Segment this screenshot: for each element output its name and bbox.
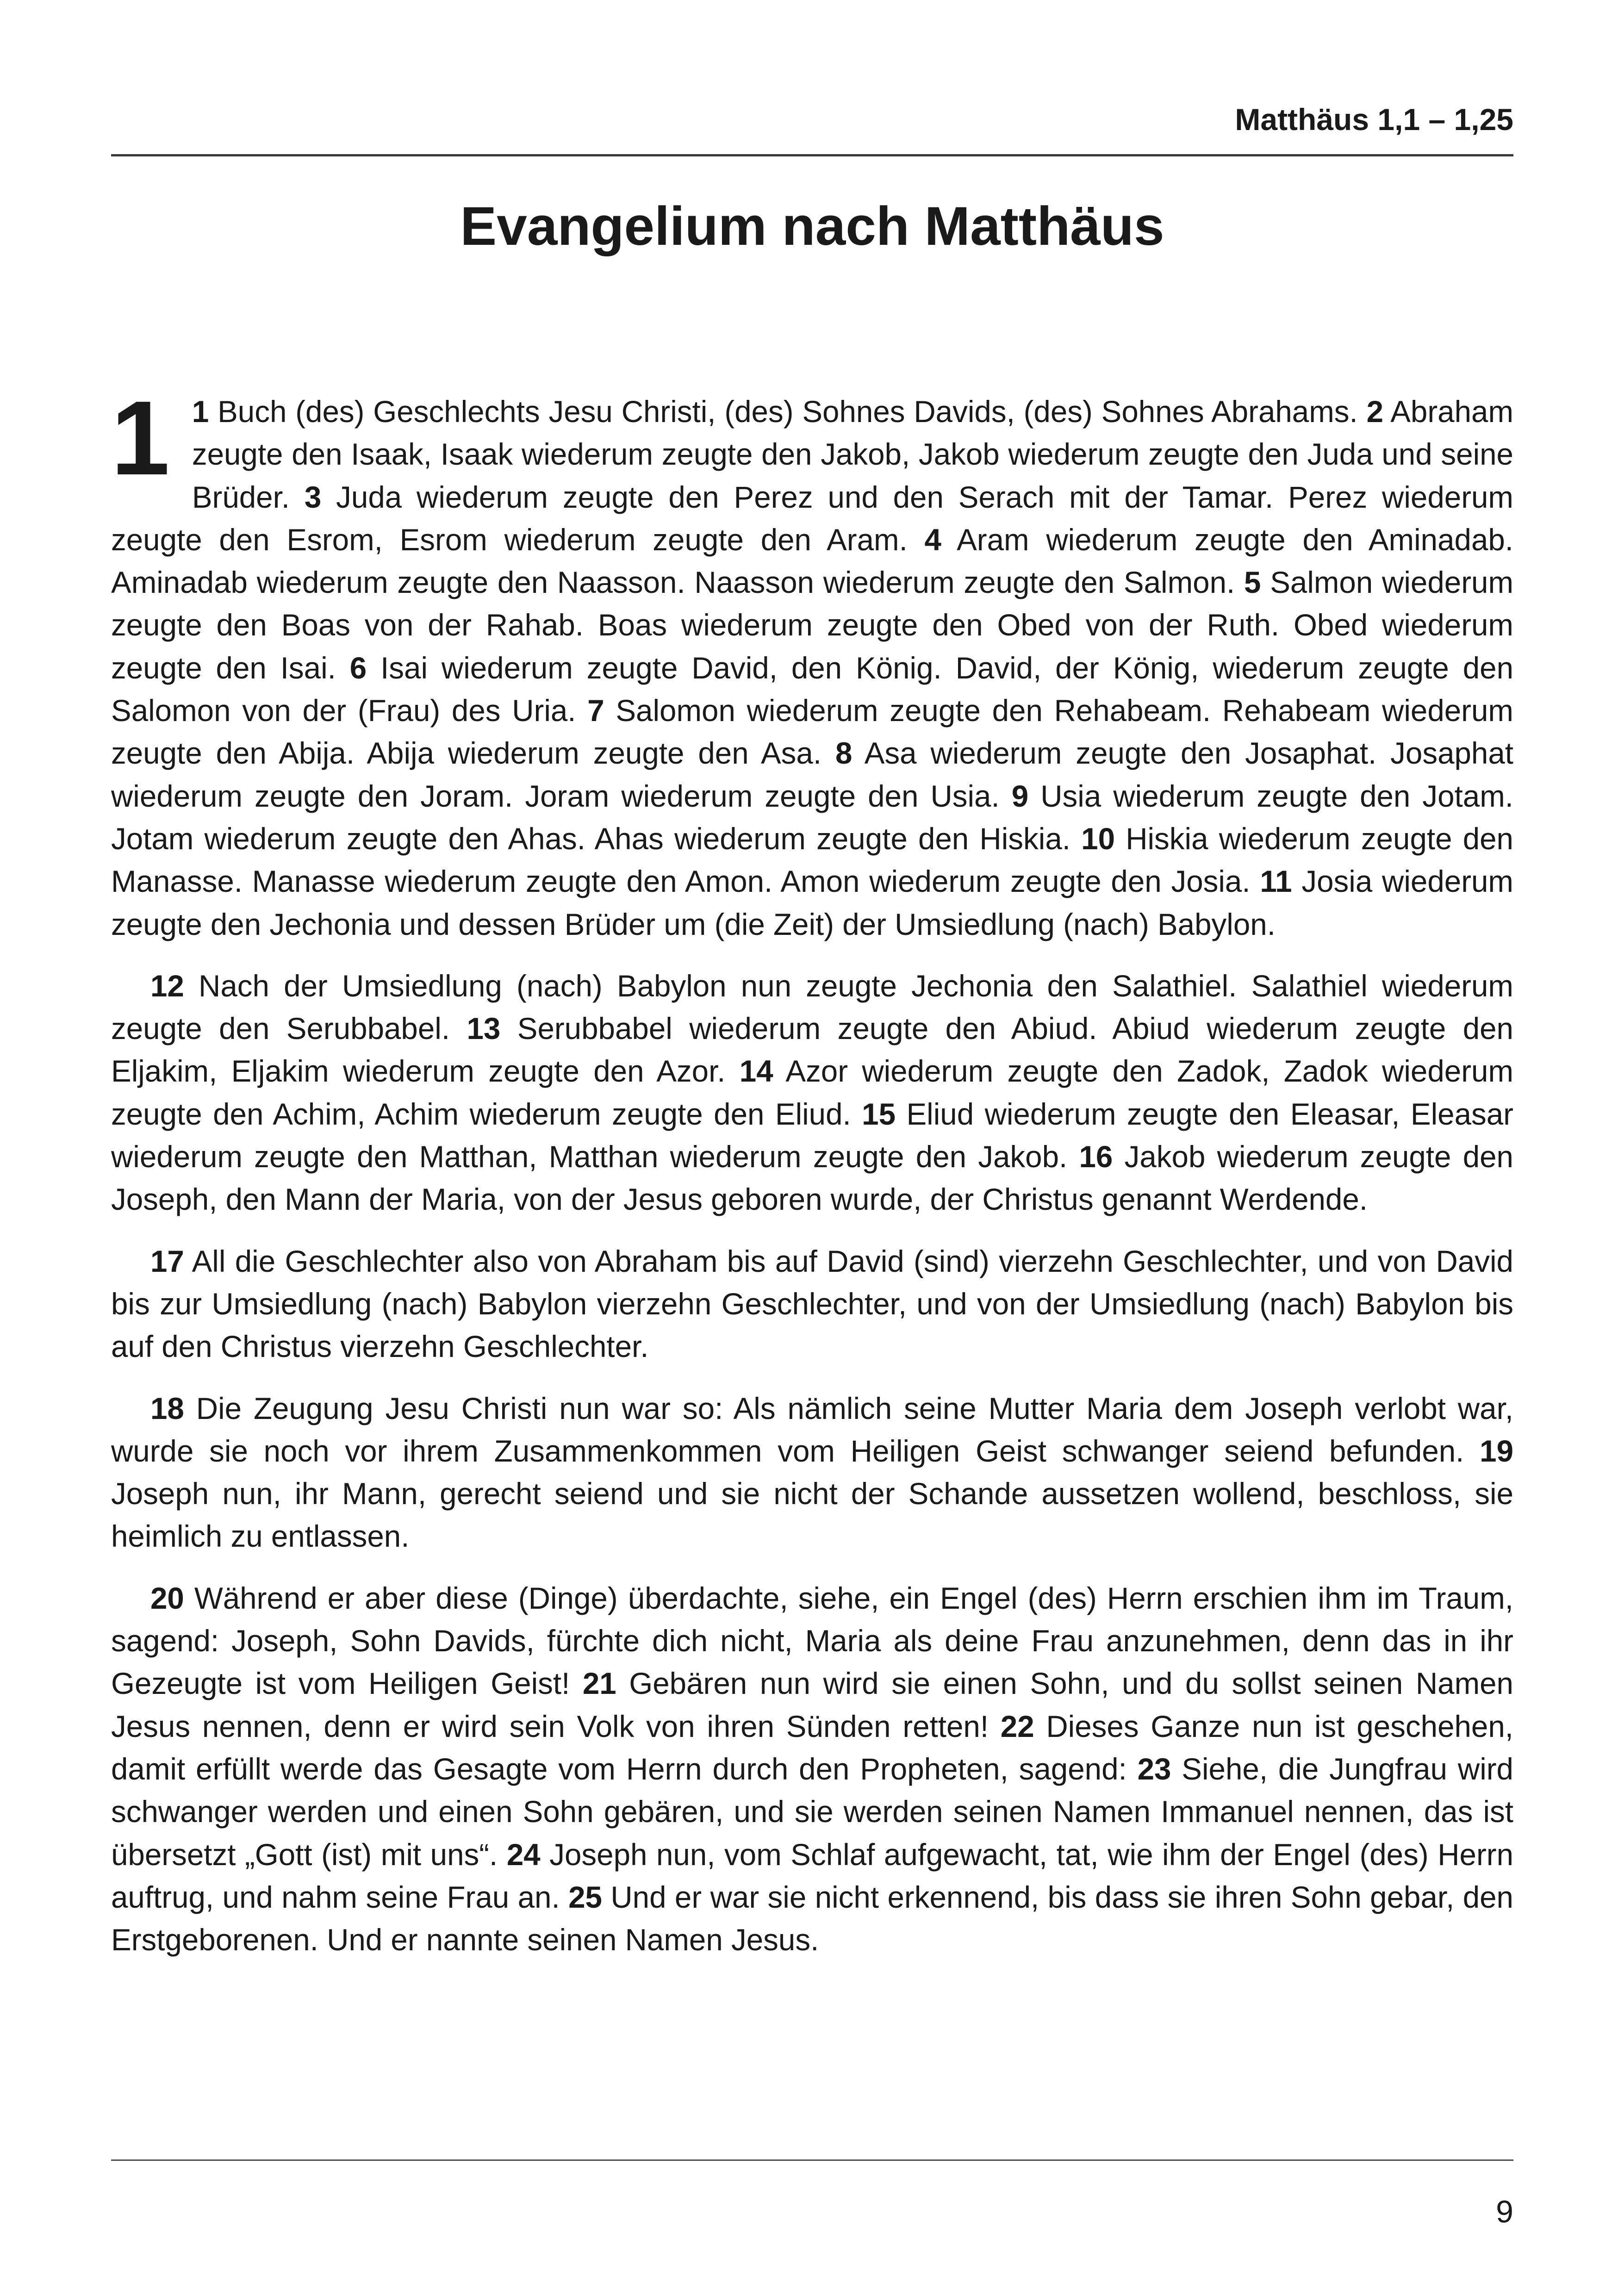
running-header: Matthäus 1,1 – 1,25 [1235, 102, 1513, 137]
verse-number: 23 [1137, 1752, 1171, 1786]
paragraph [111, 1388, 1513, 1558]
verse-number: 21 [582, 1667, 616, 1701]
verse-number: 9 [1011, 779, 1029, 813]
verse-text: Abraham zeugte den Isaak, Isaak wiederum zeugte den Jakob, Jakob wiederum zeugte den Juda und seine Brüder. [192, 395, 1514, 514]
verse-text: Asa wiederum zeugte den Josaphat. Josaphat wiederum zeugte den Joram. Joram wiederum zeugte den Usia. [111, 736, 1513, 813]
verse-number: 18 [150, 1391, 184, 1425]
verse-text: Und er war sie nicht erkennend, bis dass sie ihren Sohn gebar, den Erstgeborenen. Und er nannte seinen Namen Jesus. [111, 1880, 1513, 1957]
verse-text: All die Geschlechter also von Abraham bis auf David (sind) vierzehn Geschlechter, und von David bis zur Umsiedlung (nach) Babylon vierzehn Geschlechter, und von der Umsiedlung (nach) Babylon bis auf den Christus vierzehn Geschlechter. [111, 1244, 1513, 1364]
verse-text: Eliud wiederum zeugte den Eleasar, Eleasar wiederum zeugte den Matthan, Matthan wiederum zeugte den Jakob. [111, 1097, 1513, 1174]
chapter-body [111, 380, 1514, 1980]
verse-text: Isai wiederum zeugte David, den König. David, der König, wiederum zeugte den Salomon von der (Frau) des Uria. [111, 651, 1513, 728]
verse-text: Hiskia wiederum zeugte den Manasse. Manasse wiederum zeugte den Amon. Amon wiederum zeugte den Josia. [111, 821, 1513, 899]
verse-number: 7 [587, 694, 604, 728]
verse-text: Josia wiederum zeugte den Jechonia und dessen Brüder um (die Zeit) der Umsiedlung (nach) Babylon. [111, 865, 1513, 941]
verse-text: Buch (des) Geschlechts Jesu Christi, (des) Sohnes Davids, (des) Sohnes Abrahams. [209, 395, 1367, 429]
verse-number: 24 [506, 1837, 541, 1872]
verse-text: Salmon wiederum zeugte den Boas von der Rahab. Boas wiederum zeugte den Obed von der Ruth. Obed wiederum zeugte den Isai. [111, 566, 1513, 685]
verse-number: 11 [1260, 865, 1292, 899]
verse-text: Aram wiederum zeugte den Aminadab. Aminadab wiederum zeugte den Naasson. Naasson wiederum zeugte den Salmon. [111, 523, 1513, 600]
page-number: 9 [1496, 2194, 1513, 2229]
footer-divider [111, 2159, 1513, 2161]
verse-text: Nach der Umsiedlung (nach) Babylon nun zeugte Jechonia den Salathiel. Salathiel wiederum zeugte den Serubbabel. [111, 969, 1513, 1046]
header-divider [111, 154, 1513, 156]
verse-number: 10 [1081, 821, 1115, 856]
verse-number: 2 [1366, 395, 1384, 429]
verse-number: 12 [150, 969, 184, 1003]
verse-number: 15 [862, 1097, 896, 1131]
verse-number: 22 [1000, 1709, 1034, 1743]
verse-number: 19 [1480, 1434, 1513, 1468]
verse-text: Usia wiederum zeugte den Jotam. Jotam wiederum zeugte den Ahas. Ahas wiederum zeugte den Hiskia. [111, 779, 1513, 856]
verse-number: 13 [467, 1012, 501, 1046]
verse-text: Joseph nun, ihr Mann, gerecht seiend und sie nicht der Schande aussetzen wollend, beschloss, sie heimlich zu entlassen. [111, 1477, 1513, 1554]
verse-number: 3 [304, 480, 322, 514]
verse-text: Während er aber diese (Dinge) überdachte, siehe, ein Engel (des) Herrn erschien ihm im Traum, sagend: Joseph, Sohn Davids, fürchte dich nicht, Maria als deine Frau anzunehmen, denn das in ihr Gezeugte ist vom Heiligen Geist! [111, 1581, 1513, 1701]
verse-text: Dieses Ganze nun ist geschehen, damit erfüllt werde das Gesagte vom Herrn durch den Propheten, sagend: [111, 1709, 1513, 1786]
verse-text: Azor wiederum zeugte den Zadok, Zadok wiederum zeugte den Achim, Achim wiederum zeugte den Eliud. [111, 1054, 1513, 1131]
verse-number: 1 [192, 395, 209, 429]
paragraph [111, 965, 1513, 1221]
paragraph [111, 1240, 1513, 1369]
book-title: Evangelium nach Matthäus [460, 196, 1164, 257]
verse-number: 25 [568, 1880, 602, 1914]
verse-number: 17 [150, 1244, 184, 1278]
verse-text: Jakob wiederum zeugte den Joseph, den Mann der Maria, von der Jesus geboren wurde, der Christus genannt Werdende. [111, 1140, 1513, 1217]
verse-number: 4 [924, 523, 941, 557]
verse-text: Juda wiederum zeugte den Perez und den Serach mit der Tamar. Perez wiederum zeugte den Esrom, Esrom wiederum zeugte den Aram. [111, 480, 1513, 557]
paragraph [111, 1577, 1513, 1962]
verse-number: 5 [1244, 566, 1261, 600]
verse-number: 6 [349, 651, 367, 685]
verse-number: 20 [150, 1581, 184, 1615]
verse-text: Gebären nun wird sie einen Sohn, und du sollst seinen Namen Jesus nennen, denn er wird sein Volk von ihren Sünden retten! [111, 1667, 1513, 1743]
verse-text: Joseph nun, vom Schlaf aufgewacht, tat, wie ihm der Engel (des) Herrn auftrug, und nahm seine Frau an. [111, 1837, 1514, 1914]
document-page [111, 0, 1513, 2296]
verse-text: Serubbabel wiederum zeugte den Abiud. Abiud wiederum zeugte den Eljakim, Eljakim wiederum zeugte den Azor. [111, 1012, 1513, 1089]
verse-text: Die Zeugung Jesu Christi nun war so: Als nämlich seine Mutter Maria dem Joseph verlobt war, wurde sie noch vor ihrem Zusammenkommen vom Heiligen Geist schwanger seiend befunden. [111, 1391, 1513, 1468]
verse-number: 16 [1079, 1140, 1113, 1174]
verse-number: 14 [739, 1054, 773, 1089]
paragraph [111, 380, 1514, 946]
chapter-number: 1 [111, 380, 170, 497]
verse-text: Siehe, die Jungfrau wird schwanger werden und einen Sohn gebären, und sie werden seinen Namen Immanuel nennen, das ist übersetzt „Gott (ist) mit uns“. [111, 1752, 1513, 1872]
verse-number: 8 [835, 736, 853, 771]
verse-text: Salomon wiederum zeugte den Rehabeam. Rehabeam wiederum zeugte den Abija. Abija wiederum zeugte den Asa. [111, 694, 1513, 771]
